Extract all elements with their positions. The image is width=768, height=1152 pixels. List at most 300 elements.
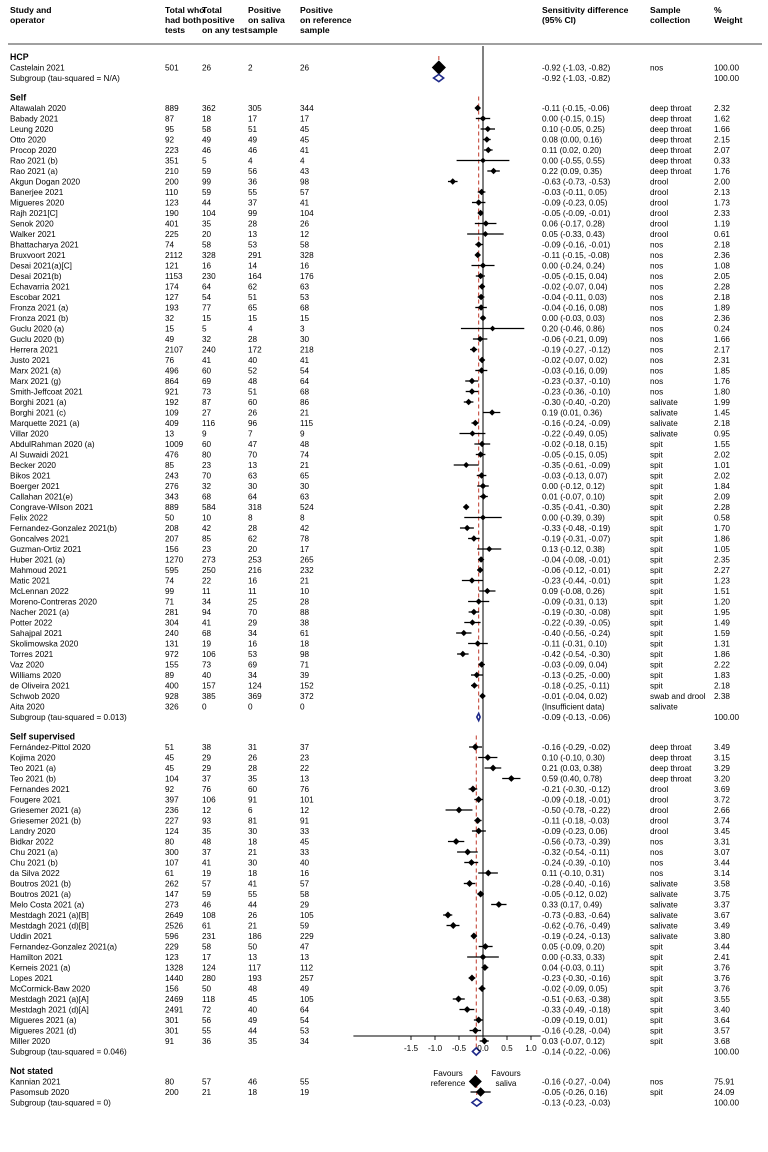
study-positive-any: 41 xyxy=(202,858,212,868)
study-collection: spit xyxy=(650,1088,663,1097)
study-positive-ref: 68 xyxy=(300,303,310,313)
study-point xyxy=(463,462,469,468)
study-total: 13 xyxy=(165,429,175,439)
study-collection: spit xyxy=(650,503,663,512)
study-total: 156 xyxy=(165,545,179,554)
study-positive-any: 56 xyxy=(202,1016,212,1025)
study-collection: salivate xyxy=(650,879,678,889)
study-collection: nos xyxy=(650,324,664,334)
study-collection: salivate xyxy=(650,398,678,407)
study-ci-text: (Insufficient data) xyxy=(542,702,605,712)
study-total: 92 xyxy=(165,135,175,145)
study-weight: 1.23 xyxy=(714,576,730,586)
study-ci-text: -0.32 (-0.54, -0.11) xyxy=(542,848,610,857)
study-collection: nos xyxy=(650,387,664,397)
header-diff-line: Sensitivity difference xyxy=(542,5,629,15)
study-positive-saliva: 60 xyxy=(248,398,258,407)
study-total: 15 xyxy=(165,324,175,334)
study-collection: nos xyxy=(650,366,664,376)
study-positive-saliva: 91 xyxy=(248,795,258,805)
study-positive-any: 59 xyxy=(202,167,212,176)
study-weight: 2.36 xyxy=(714,251,730,260)
study-label: Congrave-Wilson 2021 xyxy=(10,503,94,512)
study-ci-text: -0.28 (-0.40, -0.16) xyxy=(542,879,611,889)
study-total: 889 xyxy=(165,503,179,512)
study-ci-text: -0.03 (-0.16, 0.09) xyxy=(542,366,608,376)
study-weight: 2.15 xyxy=(714,135,730,145)
subgroup-weight: 100.00 xyxy=(714,1098,740,1108)
study-positive-any: 69 xyxy=(202,377,212,386)
study-collection: deep throat xyxy=(650,135,692,145)
study-positive-ref: 57 xyxy=(300,879,310,889)
study-positive-saliva: 69 xyxy=(248,660,258,670)
study-ci-text: 0.06 (-0.17, 0.28) xyxy=(542,219,605,229)
study-positive-any: 240 xyxy=(202,345,216,355)
study-positive-saliva: 172 xyxy=(248,345,262,355)
study-point xyxy=(490,168,496,174)
study-positive-ref: 33 xyxy=(300,827,310,836)
study-label: Bhattacharya 2021 xyxy=(10,240,79,250)
study-positive-any: 94 xyxy=(202,608,212,617)
study-point xyxy=(478,472,484,478)
study-total: 192 xyxy=(165,398,179,407)
study-weight: 2.31 xyxy=(714,356,730,365)
study-positive-saliva: 8 xyxy=(248,513,253,523)
study-collection: nos xyxy=(650,858,664,868)
header-positive-any-line: Total xyxy=(202,5,222,15)
study-ci-text: 0.05 (-0.33, 0.43) xyxy=(542,230,605,239)
study-weight: 1.89 xyxy=(714,303,730,313)
study-point xyxy=(465,399,471,405)
study-positive-any: 584 xyxy=(202,503,216,512)
study-ci-text: 0.13 (-0.12, 0.38) xyxy=(542,545,605,554)
study-positive-saliva: 37 xyxy=(248,198,258,208)
favours-reference-label: Favours xyxy=(433,1069,463,1078)
study-positive-ref: 58 xyxy=(300,240,310,250)
study-positive-ref: 41 xyxy=(300,198,310,208)
header-positive-saliva-line: Positive xyxy=(248,5,281,15)
study-positive-saliva: 60 xyxy=(248,785,258,794)
study-collection: spit xyxy=(650,1037,663,1046)
study-collection: nos xyxy=(650,240,664,250)
study-positive-any: 5 xyxy=(202,156,207,166)
study-weight: 2.33 xyxy=(714,209,730,218)
study-positive-any: 59 xyxy=(202,890,212,899)
study-positive-any: 55 xyxy=(202,1026,212,1036)
study-weight: 0.24 xyxy=(714,324,730,334)
study-label: Boerger 2021 xyxy=(10,482,60,491)
study-total: 87 xyxy=(165,114,175,124)
study-positive-ref: 17 xyxy=(300,545,310,554)
study-positive-saliva: 62 xyxy=(248,534,258,544)
study-positive-saliva: 56 xyxy=(248,167,258,176)
study-positive-ref: 13 xyxy=(300,953,310,962)
study-collection: drool xyxy=(650,177,669,187)
study-positive-any: 73 xyxy=(202,660,212,670)
study-positive-saliva: 44 xyxy=(248,900,258,910)
study-total: 240 xyxy=(165,629,179,638)
study-positive-ref: 64 xyxy=(300,1005,310,1015)
study-label: Bidkar 2022 xyxy=(10,837,54,847)
study-positive-saliva: 49 xyxy=(248,135,258,145)
study-positive-ref: 218 xyxy=(300,345,314,355)
study-positive-saliva: 41 xyxy=(248,879,258,889)
study-positive-saliva: 17 xyxy=(248,114,258,124)
study-collection: salivate xyxy=(650,702,678,712)
study-ci-text: -0.22 (-0.39, -0.05) xyxy=(542,618,611,628)
study-weight: 3.49 xyxy=(714,921,730,931)
study-positive-any: 73 xyxy=(202,387,212,397)
study-weight: 100.00 xyxy=(714,63,740,73)
study-point xyxy=(472,420,479,427)
study-point xyxy=(469,430,475,436)
study-point xyxy=(478,367,484,373)
study-positive-saliva: 28 xyxy=(248,219,258,229)
study-positive-ref: 42 xyxy=(300,524,310,533)
subgroup-label: Subgroup (tau-squared = 0.046) xyxy=(10,1047,127,1057)
study-ci-text: -0.73 (-0.83, -0.64) xyxy=(542,911,611,920)
study-positive-any: 23 xyxy=(202,545,212,554)
study-label: Mahmoud 2021 xyxy=(10,566,67,575)
study-positive-any: 77 xyxy=(202,303,212,313)
study-ci-text: -0.04 (-0.11, 0.03) xyxy=(542,293,607,302)
study-label: Teo 2021 (b) xyxy=(10,774,56,784)
study-collection: spit xyxy=(650,671,663,680)
study-weight: 3.57 xyxy=(714,1026,730,1036)
study-label: Migueres 2020 xyxy=(10,198,65,208)
study-collection: spit xyxy=(650,629,663,638)
header-diff-line: (95% CI) xyxy=(542,15,576,25)
study-positive-any: 85 xyxy=(202,534,212,544)
study-ci-text: -0.09 (-0.23, 0.06) xyxy=(542,827,608,836)
study-collection: nos xyxy=(650,848,664,857)
study-positive-saliva: 13 xyxy=(248,230,258,239)
study-label: Fernandez-Gonzalez 2021(a) xyxy=(10,942,117,952)
study-total: 32 xyxy=(165,314,175,323)
study-total: 200 xyxy=(165,177,179,187)
study-collection: drool xyxy=(650,209,669,218)
study-positive-ref: 37 xyxy=(300,743,310,752)
study-positive-saliva: 51 xyxy=(248,387,258,397)
study-collection: nos xyxy=(650,303,664,313)
study-positive-any: 20 xyxy=(202,230,212,239)
study-weight: 1.76 xyxy=(714,167,730,176)
study-weight: 3.72 xyxy=(714,795,730,805)
study-positive-any: 41 xyxy=(202,618,212,628)
study-positive-any: 54 xyxy=(202,293,212,302)
study-positive-saliva: 46 xyxy=(248,1077,258,1087)
study-label: Rao 2021 (b) xyxy=(10,156,58,166)
study-positive-saliva: 18 xyxy=(248,1088,258,1097)
study-positive-ref: 8 xyxy=(300,513,305,523)
study-collection: drool xyxy=(650,198,669,208)
study-positive-ref: 40 xyxy=(300,858,310,868)
study-collection: spit xyxy=(650,482,663,491)
study-weight: 0.95 xyxy=(714,429,730,439)
study-label: McCormick-Baw 2020 xyxy=(10,984,91,994)
study-positive-ref: 29 xyxy=(300,900,310,910)
study-positive-ref: 58 xyxy=(300,890,310,899)
study-positive-ref: 30 xyxy=(300,335,310,344)
study-collection: nos xyxy=(650,314,664,323)
study-positive-saliva: 13 xyxy=(248,461,258,470)
study-positive-any: 230 xyxy=(202,272,216,281)
study-positive-saliva: 186 xyxy=(248,932,262,941)
study-point xyxy=(468,975,475,982)
subgroup-weight: 100.00 xyxy=(714,74,740,83)
study-positive-any: 5 xyxy=(202,324,207,334)
study-label: Nacher 2021 (a) xyxy=(10,608,70,617)
study-rows xyxy=(10,52,739,1108)
study-label: Fronza 2021 (b) xyxy=(10,314,69,323)
study-total: 595 xyxy=(165,566,179,575)
study-positive-saliva: 18 xyxy=(248,869,258,878)
study-weight: 3.49 xyxy=(714,743,730,752)
study-label: Huber 2021 (a) xyxy=(10,555,66,565)
study-positive-saliva: 253 xyxy=(248,555,262,565)
study-positive-ref: 21 xyxy=(300,576,310,586)
study-weight: 3.31 xyxy=(714,837,730,847)
study-ci-text: -0.16 (-0.27, -0.04) xyxy=(542,1077,611,1087)
study-positive-ref: 21 xyxy=(300,461,310,470)
study-positive-any: 328 xyxy=(202,251,216,260)
study-point xyxy=(471,535,477,541)
study-positive-ref: 524 xyxy=(300,503,314,512)
header-positive-ref-line: Positive xyxy=(300,5,333,15)
study-positive-any: 32 xyxy=(202,335,212,344)
study-point xyxy=(469,388,475,394)
study-positive-ref: 71 xyxy=(300,660,310,670)
study-ci-text: -0.19 (-0.31, -0.07) xyxy=(542,534,611,544)
study-positive-any: 21 xyxy=(202,1088,212,1097)
study-positive-saliva: 20 xyxy=(248,545,258,554)
study-point xyxy=(485,147,491,153)
study-point xyxy=(455,996,462,1003)
study-point xyxy=(432,60,446,74)
study-ci-text: -0.50 (-0.78, -0.22) xyxy=(542,806,611,815)
study-positive-ref: 45 xyxy=(300,837,310,847)
study-label: Herrera 2021 xyxy=(10,345,59,355)
study-positive-ref: 30 xyxy=(300,482,310,491)
study-positive-any: 46 xyxy=(202,900,212,910)
study-total: 91 xyxy=(165,1037,175,1046)
study-total: 156 xyxy=(165,984,179,994)
header-weight-line: Weight xyxy=(714,15,743,25)
study-label: AbdulRahman 2020 (a) xyxy=(10,440,95,449)
study-positive-any: 10 xyxy=(202,513,212,523)
study-positive-ref: 16 xyxy=(300,261,310,271)
study-positive-any: 68 xyxy=(202,629,212,638)
study-positive-saliva: 30 xyxy=(248,858,258,868)
study-positive-any: 157 xyxy=(202,681,216,691)
study-positive-saliva: 62 xyxy=(248,282,258,292)
study-total: 174 xyxy=(165,282,179,292)
study-weight: 1.85 xyxy=(714,366,730,376)
study-weight: 3.37 xyxy=(714,900,730,910)
study-ci-text: -0.23 (-0.36, -0.10) xyxy=(542,387,611,397)
subgroup-label: Subgroup (tau-squared = N/A) xyxy=(10,74,120,83)
study-label: Melo Costa 2021 (a) xyxy=(10,900,85,910)
study-positive-ref: 86 xyxy=(300,398,310,407)
study-positive-any: 23 xyxy=(202,461,212,470)
study-total: 2107 xyxy=(165,345,184,355)
study-positive-saliva: 216 xyxy=(248,566,262,575)
study-total: 273 xyxy=(165,900,179,910)
study-label: Justo 2021 xyxy=(10,356,51,365)
study-label: Otto 2020 xyxy=(10,135,46,145)
study-total: 123 xyxy=(165,198,179,208)
study-collection: nos xyxy=(650,377,664,386)
study-weight: 3.44 xyxy=(714,942,730,952)
favours-saliva-label: Favours xyxy=(491,1069,521,1078)
study-collection: spit xyxy=(650,597,663,607)
study-collection: nos xyxy=(650,261,664,271)
study-positive-ref: 26 xyxy=(300,63,310,73)
study-label: Vaz 2020 xyxy=(10,660,44,670)
study-total: 2491 xyxy=(165,1005,184,1015)
subgroup-diamond xyxy=(434,74,444,81)
study-collection: spit xyxy=(650,963,663,973)
study-weight: 2.18 xyxy=(714,293,730,302)
study-weight: 2.28 xyxy=(714,282,730,292)
study-total: 74 xyxy=(165,240,175,250)
study-positive-any: 70 xyxy=(202,471,212,481)
group-title: Self xyxy=(10,92,27,103)
study-collection: salivate xyxy=(650,419,678,428)
study-positive-saliva: 55 xyxy=(248,188,258,197)
study-ci-text: -0.01 (-0.04, 0.02) xyxy=(542,692,608,701)
study-weight: 1.83 xyxy=(714,671,730,680)
study-label: Boutros 2021 (b) xyxy=(10,879,71,889)
study-ci-text: 0.10 (-0.10, 0.30) xyxy=(542,753,605,763)
study-weight: 3.14 xyxy=(714,869,730,878)
study-positive-any: 41 xyxy=(202,356,212,365)
study-ci-text: -0.35 (-0.61, -0.09) xyxy=(542,461,611,470)
study-positive-any: 76 xyxy=(202,785,212,794)
study-positive-any: 37 xyxy=(202,774,212,784)
study-point xyxy=(479,283,486,290)
study-ci-text: -0.03 (-0.09, 0.04) xyxy=(542,660,608,670)
study-point xyxy=(479,693,486,700)
study-positive-ref: 13 xyxy=(300,774,310,784)
study-ci-text: 0.11 (-0.10, 0.31) xyxy=(542,869,605,878)
study-total: 127 xyxy=(165,293,179,302)
study-label: Castelain 2021 xyxy=(10,63,65,73)
study-positive-any: 60 xyxy=(202,440,212,449)
study-point xyxy=(469,786,476,793)
study-collection: deep throat xyxy=(650,146,692,155)
study-collection: nos xyxy=(650,293,664,302)
study-positive-ref: 45 xyxy=(300,125,310,134)
study-total: 243 xyxy=(165,471,179,481)
subgroup-diamond xyxy=(472,1099,482,1106)
study-collection: spit xyxy=(650,555,663,565)
study-positive-ref: 59 xyxy=(300,921,310,931)
study-total: 104 xyxy=(165,774,179,784)
study-collection: salivate xyxy=(650,911,678,920)
study-label: Guclu 2020 (a) xyxy=(10,324,65,334)
study-total: 1153 xyxy=(165,272,183,281)
study-label: Senok 2020 xyxy=(10,219,54,229)
study-positive-ref: 105 xyxy=(300,995,314,1004)
study-positive-ref: 28 xyxy=(300,597,310,607)
study-positive-ref: 76 xyxy=(300,785,310,794)
study-collection: nos xyxy=(650,63,664,73)
study-weight: 2.02 xyxy=(714,450,730,460)
study-positive-any: 87 xyxy=(202,398,212,407)
study-total: 92 xyxy=(165,785,175,794)
study-positive-any: 32 xyxy=(202,482,212,491)
study-point xyxy=(472,744,479,751)
study-point xyxy=(468,859,475,866)
study-label: Walker 2021 xyxy=(10,230,56,239)
study-collection: nos xyxy=(650,272,664,281)
study-weight: 1.59 xyxy=(714,629,730,638)
study-positive-any: 68 xyxy=(202,492,212,502)
study-collection: drool xyxy=(650,785,669,794)
study-positive-any: 50 xyxy=(202,984,212,994)
study-positive-any: 106 xyxy=(202,795,216,805)
study-positive-ref: 232 xyxy=(300,566,314,575)
study-total: 326 xyxy=(165,702,179,712)
favours-reference-label: reference xyxy=(430,1079,466,1088)
study-weight: 1.51 xyxy=(714,587,730,596)
study-total: 208 xyxy=(165,524,179,533)
study-weight: 2.22 xyxy=(714,660,730,670)
study-positive-saliva: 96 xyxy=(248,419,258,428)
study-positive-ref: 34 xyxy=(300,1037,310,1046)
study-total: 400 xyxy=(165,681,179,691)
study-collection: spit xyxy=(650,545,663,554)
study-point xyxy=(464,849,471,856)
study-label: Akgun Dogan 2020 xyxy=(10,177,81,187)
study-positive-any: 58 xyxy=(202,942,212,952)
study-point xyxy=(480,515,486,521)
x-tick-label: 0.5 xyxy=(501,1044,513,1053)
study-point xyxy=(490,765,497,772)
study-ci-text: -0.02 (-0.09, 0.05) xyxy=(542,984,608,994)
study-positive-any: 124 xyxy=(202,963,216,973)
study-ci-text: 0.33 (0.17, 0.49) xyxy=(542,900,603,910)
study-point xyxy=(475,241,482,248)
study-weight: 75.91 xyxy=(714,1077,735,1087)
x-tick-label: -0.5 xyxy=(451,1044,467,1053)
study-weight: 3.40 xyxy=(714,1005,730,1015)
study-point xyxy=(479,985,486,992)
header-study-line: Study and xyxy=(10,5,52,15)
study-positive-ref: 43 xyxy=(300,167,310,176)
study-total: 49 xyxy=(165,335,175,344)
study-positive-saliva: 21 xyxy=(248,921,258,931)
study-collection: spit xyxy=(650,995,663,1004)
study-ci-text: 0.19 (0.01, 0.36) xyxy=(542,408,603,418)
study-label: Mestdagh 2021 (a)[B] xyxy=(10,911,89,920)
study-total: 304 xyxy=(165,618,179,628)
study-label: Banerjee 2021 xyxy=(10,188,64,197)
study-positive-ref: 91 xyxy=(300,816,310,826)
study-positive-ref: 265 xyxy=(300,555,314,565)
study-weight: 3.20 xyxy=(714,774,730,784)
study-collection: spit xyxy=(650,639,663,649)
study-positive-ref: 23 xyxy=(300,753,310,763)
study-point xyxy=(469,577,475,583)
study-point xyxy=(480,493,487,500)
study-ci-text: 0.08 (0.00, 0.16) xyxy=(542,135,603,145)
subgroup-ci-text: -0.92 (-1.03, -0.82) xyxy=(542,74,611,83)
study-positive-ref: 65 xyxy=(300,471,310,481)
study-label: McLennan 2022 xyxy=(10,587,69,596)
study-point xyxy=(469,378,475,384)
